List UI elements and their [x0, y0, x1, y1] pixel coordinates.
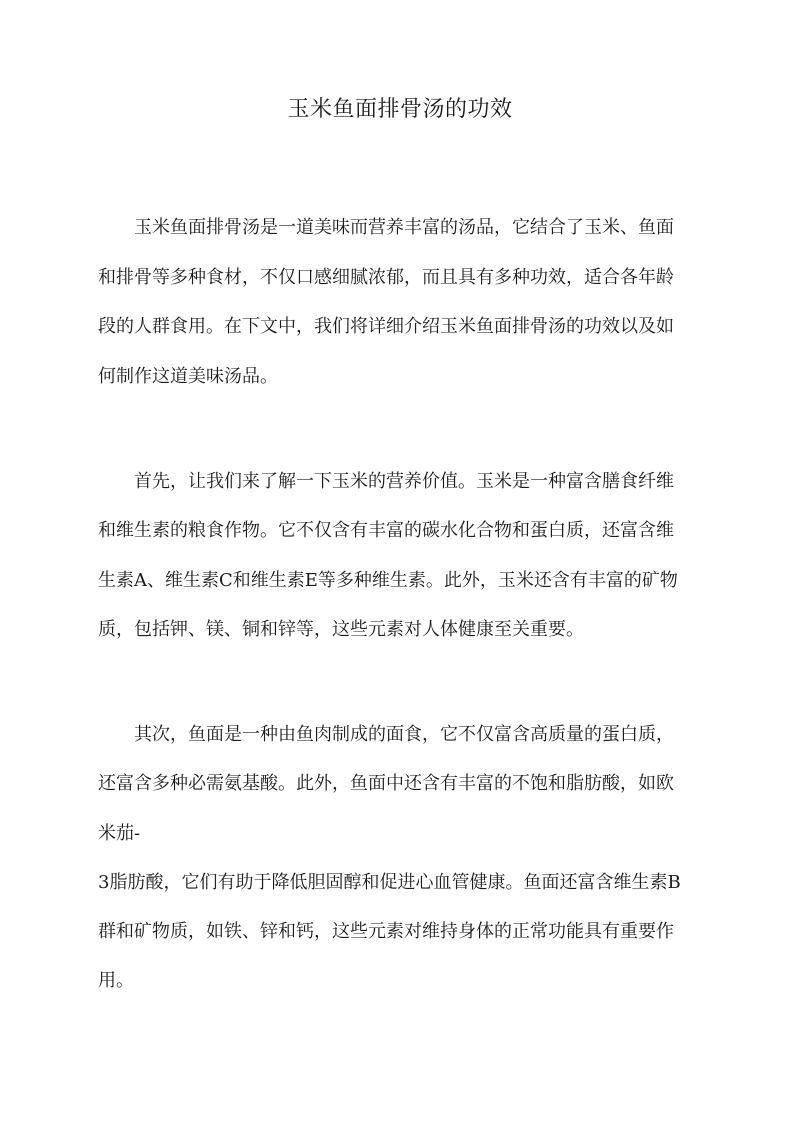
paragraph-1-line-1: 玉米鱼面排骨汤是一道美味而营养丰富的汤品，它结合了玉米、鱼面 — [98, 217, 674, 238]
paragraph-3-line-5: 群和矿物质，如铁、锌和钙，这些元素对维持身体的正常功能具有重要作 — [98, 921, 674, 942]
paragraph-2-line-4: 质，包括钾、镁、铜和锌等，这些元素对人体健康至关重要。 — [98, 619, 584, 640]
paragraph-3-line-6: 用。 — [98, 970, 134, 991]
paragraph-3-line-2: 还富含多种必需氨基酸。此外，鱼面中还含有丰富的不饱和脂肪酸，如欧 — [98, 773, 674, 794]
paragraph-3-line-3: 米茄- — [98, 823, 141, 844]
paragraph-3-line-4: 3脂肪酸，它们有助于降低胆固醇和促进心血管健康。鱼面还富含维生素B — [98, 872, 681, 893]
paragraph-1-line-4: 何制作这道美味汤品。 — [98, 366, 278, 387]
paragraph-2-line-2: 和维生素的粮食作物。它不仅含有丰富的碳水化合物和蛋白质，还富含维 — [98, 520, 674, 541]
paragraph-2-line-3: 生素A、维生素C和维生素E等多种维生素。此外，玉米还含有丰富的矿物 — [98, 570, 678, 591]
document-title: 玉米鱼面排骨汤的功效 — [287, 97, 513, 122]
paragraph-2-line-1: 首先，让我们来了解一下玉米的营养价值。玉米是一种富含膳食纤维 — [98, 471, 674, 492]
paragraph-1-line-3: 段的人群食用。在下文中，我们将详细介绍玉米鱼面排骨汤的功效以及如 — [98, 316, 674, 337]
paragraph-1-line-2: 和排骨等多种食材，不仅口感细腻浓郁，而且具有多种功效，适合各年龄 — [98, 267, 674, 288]
paragraph-3-line-1: 其次，鱼面是一种由鱼肉制成的面食，它不仅富含高质量的蛋白质， — [98, 724, 674, 745]
